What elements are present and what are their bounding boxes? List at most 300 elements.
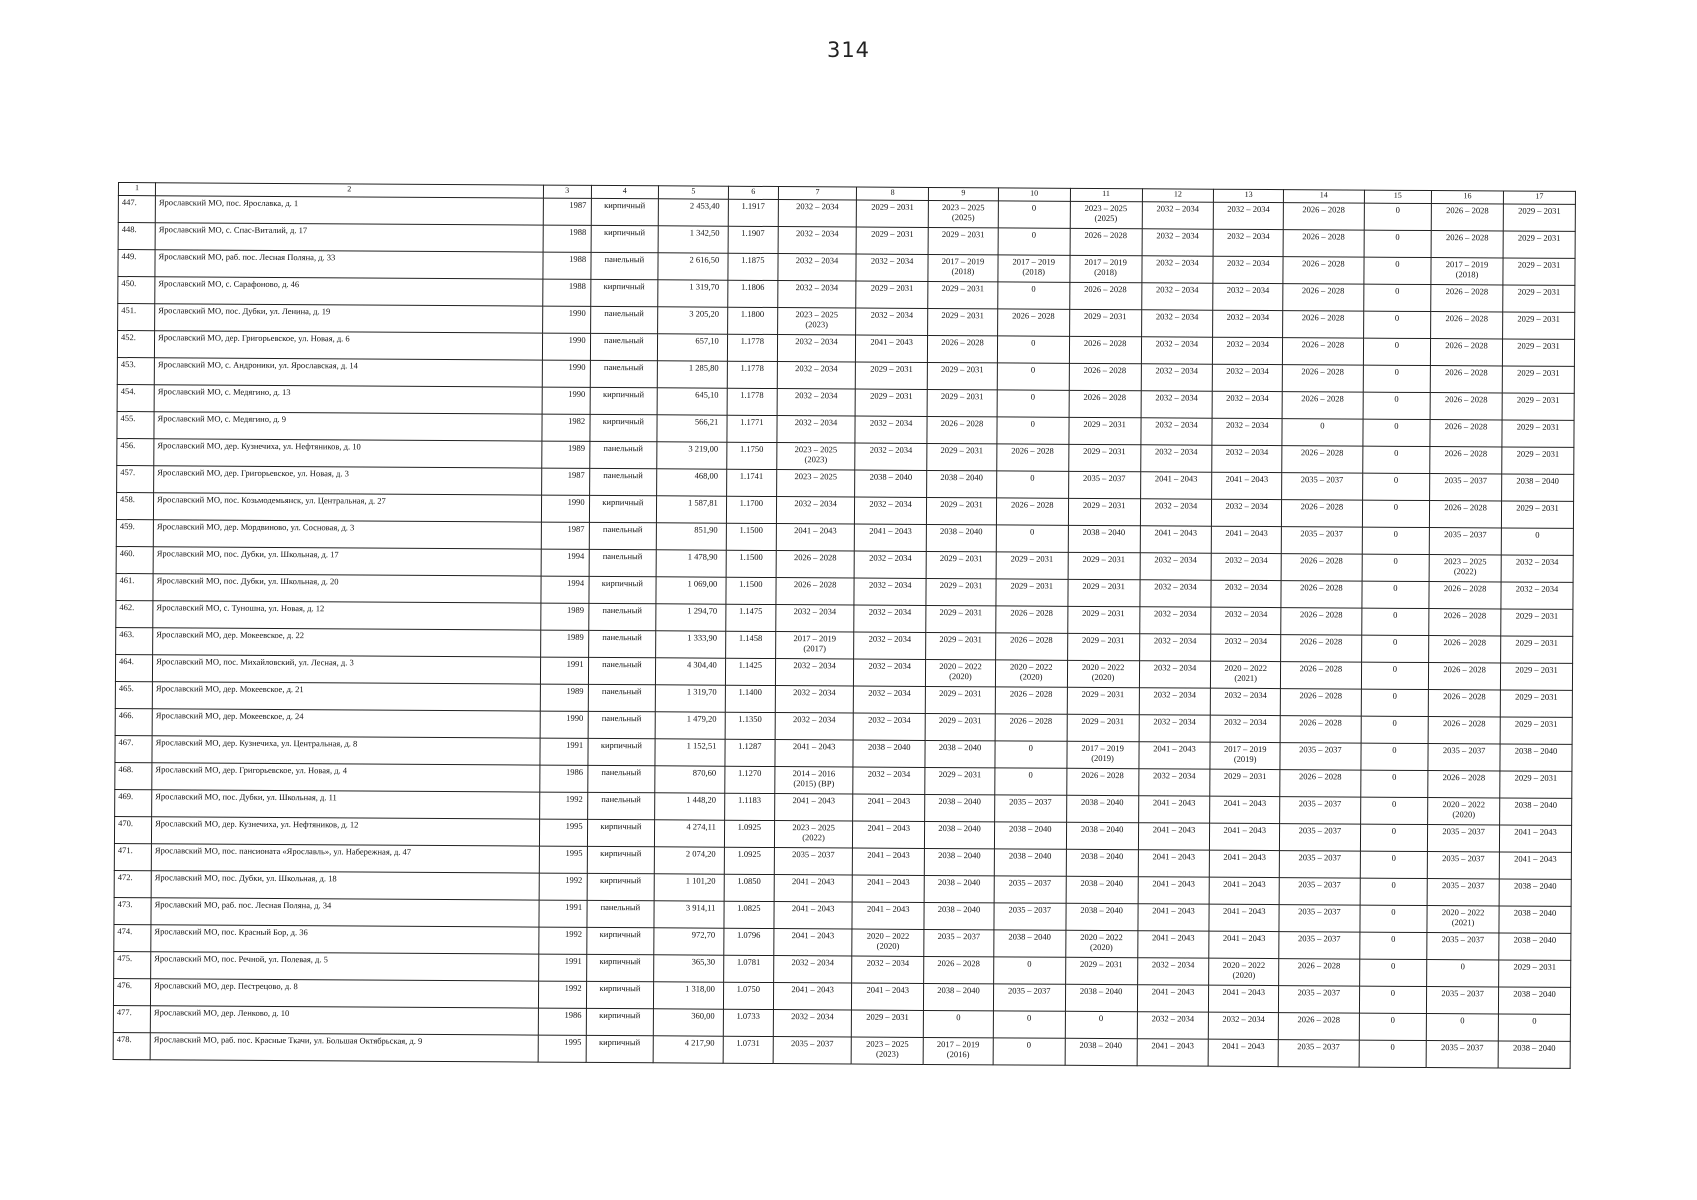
table-cell: кирпичный [589,576,657,603]
table-cell: 1.1907 [728,226,778,253]
table-cell: 2029 – 2031 [925,713,995,740]
row-number-cell: 461. [116,573,153,600]
table-cell: кирпичный [587,873,655,900]
table-cell: 2038 – 2040 [924,848,994,875]
table-cell: 2029 – 2031 [1502,447,1574,474]
address-cell: Ярославский МО, дер. Ленково, д. 10 [150,1006,538,1035]
table-cell: 2029 – 2031 [1068,579,1140,606]
table-cell: 0 [995,768,1067,795]
table-cell: 2032 – 2034 [853,713,925,740]
page-number: 314 [826,38,871,62]
table-cell: 2029 – 2031 [926,551,996,578]
table-cell: 2038 – 2040 [924,902,994,929]
table-cell: 2041 – 2043 [774,902,853,929]
table-cell: 2 074,20 [654,847,724,874]
table-cell: 2029 – 2031 [1503,231,1575,258]
table-cell: 2035 – 2037 [1428,744,1500,771]
table-cell: 1.1183 [724,793,774,820]
table-cell: 0 [1361,743,1429,770]
table-cell: 1 319,70 [658,280,728,307]
table-cell: панельный [589,441,657,468]
table-cell: 1990 [540,711,588,738]
table-cell: 2032 – 2034 [1137,958,1209,985]
table-cell: 2020 – 2022 (2020) [995,660,1067,687]
row-number-cell: 454. [117,384,154,411]
table-cell: 2029 – 2031 [1065,957,1137,984]
table-cell: 1.1350 [725,712,775,739]
table-cell: панельный [588,603,656,630]
table-cell: 2029 – 2031 [1500,717,1572,744]
table-cell: 2041 – 2043 [774,875,853,902]
table-cell: 2041 – 2043 [854,524,926,551]
table-cell: 1.1771 [727,415,777,442]
column-number-cell: 2 [155,183,543,198]
table-cell: 2029 – 2031 [1067,714,1139,741]
table-cell: 2032 – 2034 [1212,418,1282,445]
row-number-cell: 463. [116,627,153,654]
table-cell: 2035 – 2037 [1282,473,1363,500]
table-cell: 2041 – 2043 [1137,931,1209,958]
table-cell: 2041 – 2043 [853,821,925,848]
table-cell: 2038 – 2040 [1500,798,1572,825]
table-cell: 2017 – 2019 (2016) [923,1037,993,1064]
table-cell: кирпичный [590,414,658,441]
table-cell: 1.1778 [727,361,777,388]
table-cell: 2035 – 2037 [1278,986,1359,1013]
table-cell: 0 [993,1011,1065,1038]
table-cell: 2032 – 2034 [1212,499,1282,526]
table-cell: 2026 – 2028 [1429,609,1501,636]
table-cell: 2032 – 2034 [1213,256,1283,283]
table-cell: 0 [1361,608,1429,635]
table-cell: 2032 – 2034 [1212,391,1282,418]
table-cell: 1.1778 [727,388,777,415]
table-cell: 2041 – 2043 [776,524,855,551]
table-cell: 2029 – 2031 [926,632,996,659]
table-cell: 2029 – 2031 [1500,690,1572,717]
table-cell: 2038 – 2040 [1500,744,1572,771]
table-cell: 0 [1362,500,1430,527]
table-cell: 2041 – 2043 [1138,850,1210,877]
table-cell: 2029 – 2031 [1502,420,1574,447]
table-cell: 1 448,20 [655,793,725,820]
column-number-cell: 4 [591,185,659,198]
table-cell: 2032 – 2034 [854,578,926,605]
table-cell: 2026 – 2028 [1283,230,1364,257]
table-cell: 2041 – 2043 [1140,472,1212,499]
table-cell: панельный [587,792,655,819]
table-cell: 0 [1359,959,1427,986]
table-cell: 2032 – 2034 [778,200,857,227]
address-cell: Ярославский МО, дер. Мордвиново, ул. Сосновая, д. 3 [153,520,541,549]
table-cell: 1.1875 [728,253,778,280]
table-cell: 2032 – 2034 [854,551,926,578]
table-cell: 1989 [541,441,589,468]
table-cell: 0 [1364,230,1432,257]
table-cell: 2032 – 2034 [778,281,857,308]
table-cell: 1994 [541,576,589,603]
column-number-cell: 7 [778,187,856,200]
table-cell: 1988 [542,279,590,306]
table-cell: 2026 – 2028 [1429,663,1501,690]
table-cell: 2041 – 2043 [1212,472,1282,499]
table-cell: 1.0796 [724,928,774,955]
table-cell: 2026 – 2028 [1281,581,1362,608]
table-cell: 2038 – 2040 [925,821,995,848]
table-cell: 2041 – 2043 [774,929,853,956]
table-cell: 2041 – 2043 [1137,904,1209,931]
table-cell: 468,00 [657,469,727,496]
table-cell: 2020 – 2022 (2020) [926,659,996,686]
table-cell: 2029 – 2031 [927,362,997,389]
table-cell: 2 453,40 [658,199,728,226]
address-cell: Ярославский МО, с. Медягино, д. 9 [154,412,542,441]
table-cell: 0 [993,957,1065,984]
table-cell: панельный [590,252,658,279]
table-cell: 0 [996,525,1068,552]
table-cell: 2035 – 2037 [924,929,994,956]
table-cell: кирпичный [586,981,654,1008]
table-cell: 2032 – 2034 [778,254,857,281]
row-number-cell: 452. [117,331,154,358]
table-cell: 2026 – 2028 [1281,635,1362,662]
housing-table [113,182,1576,1069]
table-cell: 2032 – 2034 [1139,661,1211,688]
table-cell: 2026 – 2028 [997,444,1069,471]
table-cell: 2029 – 2031 [1067,687,1139,714]
table-cell: 1991 [540,657,588,684]
table-cell: 2041 – 2043 [1212,526,1282,553]
table-cell: 1.1806 [728,280,778,307]
table-cell: 2026 – 2028 [1428,771,1500,798]
address-cell: Ярославский МО, пос. Михайловский, ул. Лесная, д. 3 [152,655,540,684]
table-cell: 0 [1363,284,1431,311]
table-cell: 0 [1359,932,1427,959]
table-cell: 1992 [538,927,586,954]
table-cell: 566,21 [657,415,727,442]
row-number-cell: 471. [114,843,151,870]
table-cell: 2041 – 2043 [775,740,854,767]
table-cell: 2041 – 2043 [1210,850,1280,877]
table-cell: 2029 – 2031 [927,389,997,416]
table-cell: 2041 – 2043 [1210,823,1280,850]
table-cell: 2041 – 2043 [1140,526,1212,553]
table-cell: 1987 [541,522,589,549]
table-cell: 2035 – 2037 [994,876,1066,903]
table-cell: 1.0825 [724,901,774,928]
table-cell: 0 [1360,878,1428,905]
table-cell: 2032 – 2034 [776,497,855,524]
table-cell: 2029 – 2031 [927,443,997,470]
table-cell: кирпичный [588,738,656,765]
table-cell: 2029 – 2031 [1501,501,1573,528]
table-cell: 972,70 [654,928,724,955]
table-cell: 1986 [539,765,587,792]
table-cell: 2026 – 2028 [1281,554,1362,581]
table-cell: 0 [1363,419,1431,446]
table-cell: 2041 – 2043 [1209,904,1279,931]
address-cell: Ярославский МО, с. Медягино, д. 13 [154,385,542,414]
row-number-cell: 477. [113,1005,150,1032]
table-cell: 2032 – 2034 [773,1010,852,1037]
table-cell: 2035 – 2037 [1279,824,1360,851]
table-cell: 2026 – 2028 [1282,446,1363,473]
table-cell: 2032 – 2034 [1139,580,1211,607]
table-cell: 0 [1359,1013,1427,1040]
table-cell: 1.0733 [723,1009,773,1036]
table-cell: 2035 – 2037 [1279,905,1360,932]
table-cell: 2032 – 2034 [1211,634,1281,661]
table-cell: 1991 [540,738,588,765]
table-cell: панельный [589,522,657,549]
address-cell: Ярославский МО, дер. Григорьевское, ул. Новая, д. 3 [154,466,542,495]
table-cell: 0 [995,741,1067,768]
table-cell: 2029 – 2031 [855,389,927,416]
table-cell: 2038 – 2040 [1066,849,1138,876]
table-cell: 2026 – 2028 [1431,204,1503,231]
row-number-cell: 466. [115,708,152,735]
column-number-cell: 5 [658,186,728,199]
table-cell: 1992 [539,873,587,900]
table-cell: кирпичный [586,1035,654,1062]
table-cell: 2029 – 2031 [928,227,998,254]
row-number-cell: 460. [116,546,153,573]
address-cell: Ярославский МО, пос. Дубки, ул. Школьная, д. 18 [151,871,539,900]
table-cell: 1987 [543,198,591,225]
table-cell: 2032 – 2034 [775,659,854,686]
table-cell: 0 [997,390,1069,417]
table-cell: 2026 – 2028 [924,956,994,983]
table-cell: 2017 – 2019 (2018) [1070,255,1142,282]
table-cell: 2041 – 2043 [853,848,925,875]
table-cell: 2026 – 2028 [1430,447,1502,474]
table-cell: 2026 – 2028 [996,498,1068,525]
table-cell: 2038 – 2040 [1065,1038,1137,1065]
address-cell: Ярославский МО, дер. Кузнечиха, ул. Нефтяников, д. 10 [154,439,542,468]
table-cell: 0 [1362,446,1430,473]
table-cell: 2026 – 2028 [1069,390,1141,417]
table-cell: панельный [590,333,658,360]
table-cell: 1.1500 [726,550,776,577]
table-cell: 2026 – 2028 [1069,363,1141,390]
table-cell: 2023 – 2025 (2022) [1429,555,1501,582]
row-number-cell: 464. [115,654,152,681]
table-cell: 2029 – 2031 [926,578,996,605]
table-cell: 2 616,50 [658,253,728,280]
table-cell: 2017 – 2019 (2017) [775,632,854,659]
table-cell: 0 [1363,392,1431,419]
table-cell: 2026 – 2028 [776,578,855,605]
table-cell: 0 [1362,554,1430,581]
table-cell: 1 479,20 [655,712,725,739]
row-number-cell: 458. [116,492,153,519]
table-cell: 2026 – 2028 [1282,392,1363,419]
table-cell: 2041 – 2043 [852,875,924,902]
table-cell: 2032 – 2034 [1213,283,1283,310]
table-cell: 2029 – 2031 [1502,339,1574,366]
table-cell: 2026 – 2028 [1429,636,1501,663]
table-cell: 2029 – 2031 [1502,393,1574,420]
table-cell: 4 217,90 [653,1036,723,1063]
table-cell: 0 [1360,770,1428,797]
table-cell: 2038 – 2040 [1499,879,1571,906]
table-cell: 2026 – 2028 [1428,717,1500,744]
table-cell: 2017 – 2019 (2018) [1431,258,1503,285]
table-cell: 2029 – 2031 [852,1010,924,1037]
table-cell: 2032 – 2034 [1211,553,1281,580]
table-cell: 2035 – 2037 [1429,528,1501,555]
table-cell: 0 [993,1038,1065,1065]
table-cell: 2035 – 2037 [1427,879,1499,906]
row-number-cell: 453. [117,357,154,384]
table-cell: кирпичный [586,927,654,954]
address-cell: Ярославский МО, пос. Ярославка, д. 1 [155,196,543,225]
table-cell: 1990 [542,360,590,387]
table-cell: 2029 – 2031 [1500,771,1572,798]
table-cell: 2032 – 2034 [1140,499,1212,526]
table-cell: 1995 [539,819,587,846]
table-cell: 851,90 [656,523,726,550]
table-cell: 2032 – 2034 [777,416,856,443]
table-cell: 0 [1361,635,1429,662]
table-cell: 1.1270 [725,766,775,793]
address-cell: Ярославский МО, пос. пансионата «Ярославль», ул. Набережная, д. 47 [151,844,539,873]
table-cell: 2038 – 2040 [1065,984,1137,1011]
table-cell: 2038 – 2040 [1498,987,1570,1014]
table-cell: 2038 – 2040 [1499,906,1571,933]
table-cell: 2038 – 2040 [994,822,1066,849]
row-number-cell: 448. [118,223,155,250]
table-cell: 2041 – 2043 [1499,825,1571,852]
table-cell: 1.0750 [723,982,773,1009]
table-cell: 2014 – 2016 (2015) (ВР) [775,767,854,794]
row-number-cell: 459. [116,519,153,546]
table-cell: 2032 – 2034 [1139,688,1211,715]
table-cell: 2038 – 2040 [1066,795,1138,822]
row-number-cell: 462. [116,600,153,627]
table-cell: 2038 – 2040 [1066,876,1138,903]
table-cell: 1992 [539,792,587,819]
table-cell: 0 [1362,581,1430,608]
table-cell: 2041 – 2043 [1208,1039,1278,1066]
table-cell: 0 [1363,311,1431,338]
table-cell: кирпичный [586,1008,654,1035]
table-cell: 2029 – 2031 [1503,285,1575,312]
table-cell: панельный [588,630,656,657]
table-cell: 2041 – 2043 [1138,877,1210,904]
table-cell: 2026 – 2028 [1280,770,1361,797]
table-cell: 2026 – 2028 [1281,500,1362,527]
table-cell: 2032 – 2034 [1141,310,1213,337]
table-cell: 1 101,20 [654,874,724,901]
table-cell: 1990 [542,333,590,360]
table-cell: 0 [1498,1014,1570,1041]
row-number-cell: 467. [115,735,152,762]
table-cell: 2032 – 2034 [1213,229,1283,256]
table-cell: 2020 – 2022 (2020) [1428,798,1500,825]
table-cell: панельный [590,306,658,333]
table-cell: 2032 – 2034 [778,227,857,254]
table-cell: 1.0781 [723,955,773,982]
table-cell: 1992 [538,981,586,1008]
table-cell: 2032 – 2034 [777,335,856,362]
table-cell: 1 342,50 [658,226,728,253]
table-cell: 1.1778 [727,334,777,361]
table-cell: 2026 – 2028 [1428,690,1500,717]
table-cell: 1 587,81 [657,496,727,523]
table-cell: 2026 – 2028 [1431,231,1503,258]
column-number-cell: 16 [1432,191,1504,204]
table-cell: 2023 – 2025 [776,470,855,497]
table-cell: 2032 – 2034 [1214,202,1284,229]
table-cell: 2032 – 2034 [855,416,927,443]
table-cell: 2041 – 2043 [1209,877,1279,904]
column-number-cell: 6 [728,186,778,199]
table-cell: кирпичный [587,819,655,846]
table-cell: 2038 – 2040 [925,794,995,821]
table-cell: 2026 – 2028 [1283,203,1364,230]
table-cell: 2029 – 2031 [1069,417,1141,444]
table-cell: 2026 – 2028 [928,335,998,362]
table-cell: 2032 – 2034 [1139,634,1211,661]
table-cell: 2041 – 2043 [1137,985,1209,1012]
table-cell: 2041 – 2043 [1138,742,1210,769]
address-cell: Ярославский МО, раб. пос. Лесная Поляна, д. 33 [155,250,543,279]
table-cell: 2029 – 2031 [856,227,928,254]
table-cell: 2038 – 2040 [927,470,997,497]
table-cell: 2038 – 2040 [926,524,996,551]
table-cell: 1991 [539,900,587,927]
table-cell: 2032 – 2034 [856,254,928,281]
table-cell: 2032 – 2034 [1140,553,1212,580]
table-cell: 1988 [543,252,591,279]
row-number-cell: 468. [115,762,152,789]
address-cell: Ярославский МО, дер. Григорьевское, ул. Новая, д. 6 [154,331,542,360]
row-number-cell: 476. [113,978,150,1005]
table-cell: 1988 [543,225,591,252]
table-cell: 2029 – 2031 [1067,606,1139,633]
table-cell: 2026 – 2028 [997,309,1069,336]
table-cell: 2032 – 2034 [854,659,926,686]
table-cell: 1989 [540,630,588,657]
table-cell: 2029 – 2031 [925,767,995,794]
table-cell: 2029 – 2031 [1068,552,1140,579]
table-cell: 2032 – 2034 [1501,555,1573,582]
table-cell: 360,00 [653,1009,723,1036]
table-cell: панельный [588,657,656,684]
table-cell: 2032 – 2034 [1141,391,1213,418]
table-cell: кирпичный [591,225,659,252]
row-number-cell: 473. [114,897,151,924]
table-cell: 2032 – 2034 [1213,310,1283,337]
table-cell: 2026 – 2028 [1429,582,1501,609]
table-cell: 2032 – 2034 [1141,283,1213,310]
table-cell: 1 294,70 [656,604,726,631]
column-number-cell: 8 [857,187,929,200]
table-cell: 2023 – 2025 (2025) [1070,201,1142,228]
table-cell: 2023 – 2025 (2023) [851,1037,923,1064]
table-cell: 2032 – 2034 [1141,364,1213,391]
table-cell: 2032 – 2034 [775,686,854,713]
table-cell: 1991 [538,954,586,981]
table-cell: 0 [998,282,1070,309]
table-cell: 1989 [540,603,588,630]
table-cell: 0 [1360,851,1428,878]
table-cell: 2026 – 2028 [1431,285,1503,312]
table-cell: 0 [1361,716,1429,743]
column-number-cell: 11 [1070,188,1142,201]
address-cell: Ярославский МО, с. Туношна, ул. Новая, д. 12 [153,601,541,630]
